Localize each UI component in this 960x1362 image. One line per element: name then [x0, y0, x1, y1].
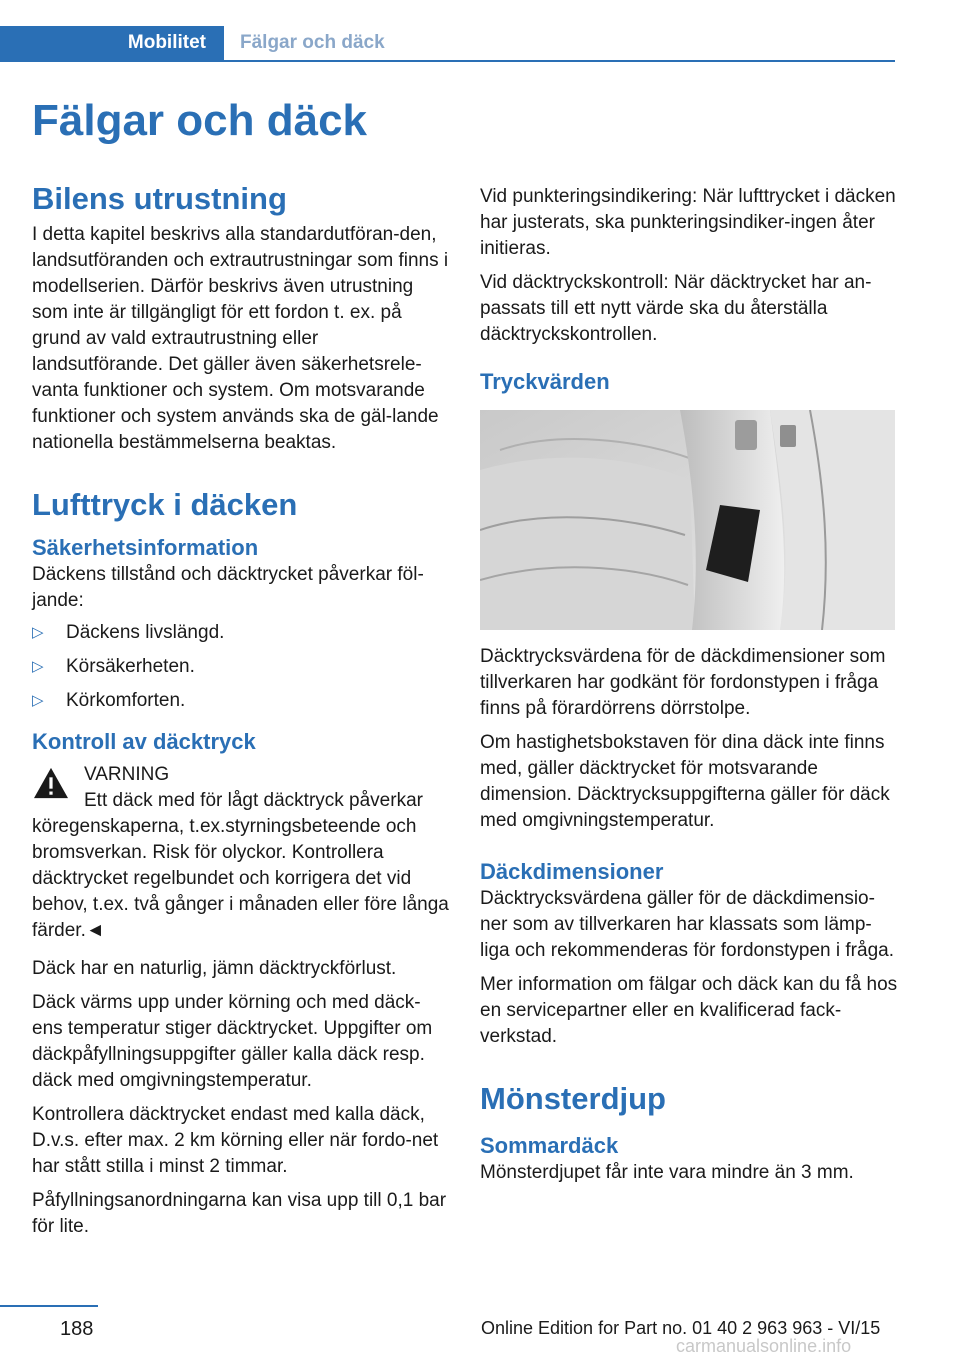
- running-header: [0, 26, 895, 62]
- warning-text-first: Ett däck med för lågt däcktryck påverkar: [84, 790, 423, 811]
- triangle-right-icon: ▷: [32, 658, 44, 675]
- subheading-dackdimensioner: Däckdimensioner: [480, 859, 664, 884]
- warning-box: [32, 762, 450, 944]
- section-heading-lufttryck: Lufttryck i däcken: [32, 487, 298, 522]
- door-pillar-photo: [480, 410, 895, 630]
- paragraph: Om hastighetsbokstaven för dina däck inte finns med, gäller däcktrycket för motsvarande dimension. Däcktrycksuppgifterna gäller för däck med omgivningstemperatur.: [480, 732, 890, 831]
- paragraph: I detta kapitel beskrivs alla standardutföran-den, landsutföranden och extrautrustningar som finns i modellserien. Därför beskrivs även utrustning som inte är tillgängligt för ett fordon t. ex. på grund av vald extrautrustning eller landsutförande. Det gäller även säkerhetsrele-vanta funktioner och system. Om motsvarande funktioner och system används ska de gäl-lande nationella bestämmelserna beaktas.: [32, 224, 449, 453]
- right-column: [480, 184, 898, 1194]
- paragraph: Däck har en naturlig, jämn däcktryckförlust.: [32, 958, 397, 979]
- list-item-text: Körsäkerheten.: [66, 656, 195, 677]
- section-heading-monsterdjup: Mönsterdjup: [480, 1081, 666, 1116]
- paragraph: Däckens tillstånd och däcktrycket påverkar föl-jande:: [32, 564, 424, 611]
- subheading-kontroll: Kontroll av däcktryck: [32, 729, 256, 754]
- paragraph: Vid däcktryckskontroll: När däcktrycket har an-passats till ett nytt värde ska du återställa däcktryckskontrollen.: [480, 272, 872, 345]
- door-pillar-illustration: [480, 410, 895, 630]
- paragraph: Mönsterdjupet får inte vara mindre än 3 mm.: [480, 1162, 854, 1183]
- section-tab: Mobilitet: [0, 26, 224, 60]
- subheading-sakerhetsinformation: Säkerhetsinformation: [32, 535, 259, 560]
- paragraph: Påfyllningsanordningarna kan visa upp till 0,1 bar för lite.: [32, 1190, 447, 1237]
- bullet-list: [32, 620, 450, 714]
- subheading-sommardack: Sommardäck: [480, 1133, 619, 1158]
- list-item: [32, 654, 450, 680]
- left-column: [32, 180, 450, 1248]
- list-item: [32, 620, 450, 646]
- edition-note: Online Edition for Part no. 01 40 2 963 963 - VI/15: [481, 1318, 881, 1338]
- paragraph: Däck värms upp under körning och med däck-ens temperatur stiger däcktrycket. Uppgifter om däckpåfyllningsuppgifter gäller kalla däck resp. däck med omgivningstemperatur.: [32, 992, 433, 1091]
- list-item-text: Körkomforten.: [66, 690, 186, 711]
- paragraph: Däcktrycksvärdena för de däckdimensioner som tillverkaren har godkänt för fordonstypen i fråga finns på förardörrens dörrstolpe.: [480, 646, 886, 719]
- paragraph: Vid punkteringsindikering: När lufttrycket i däcken har justerats, ska punkteringsindiker-ingen åter initieras.: [480, 186, 896, 259]
- paragraph: Mer information om fälgar och däck kan du få hos en servicepartner eller en kvalificerad fack-verkstad.: [480, 974, 898, 1047]
- page-number: 188: [60, 1318, 94, 1340]
- triangle-right-icon: ▷: [32, 692, 44, 709]
- page-title: Fälgar och däck: [32, 96, 368, 145]
- paragraph: Däcktrycksvärdena gäller för de däckdimensio-ner som av tillverkaren har klassats som lämp-liga och rekommenderas för fordonstypen i fråga.: [480, 888, 894, 961]
- watermark: carmanualsonline.info: [676, 1336, 852, 1356]
- list-item-text: Däckens livslängd.: [66, 622, 225, 643]
- list-item: [32, 688, 450, 714]
- warning-text: köregenskaperna, t.ex.styrningsbeteende och bromsverkan. Risk för olyckor. Kontrollera däcktrycket regelbundet och korrigera det vid behov, t.ex. två gånger i månaden eller före långa färder.◄: [32, 816, 449, 941]
- warning-triangle-icon: [32, 766, 70, 800]
- footer-rule: [0, 1305, 98, 1307]
- warning-label: VARNING: [84, 764, 170, 785]
- chapter-tab: Fälgar och däck: [240, 32, 385, 53]
- triangle-right-icon: ▷: [32, 624, 44, 641]
- subheading-tryckvarden: Tryckvärden: [480, 369, 610, 394]
- section-heading-bilens-utrustning: Bilens utrustning: [32, 181, 287, 216]
- paragraph: Kontrollera däcktrycket endast med kalla däck, D.v.s. efter max. 2 km körning eller när fordo-net har stått stilla i minst 2 timmar.: [32, 1104, 439, 1177]
